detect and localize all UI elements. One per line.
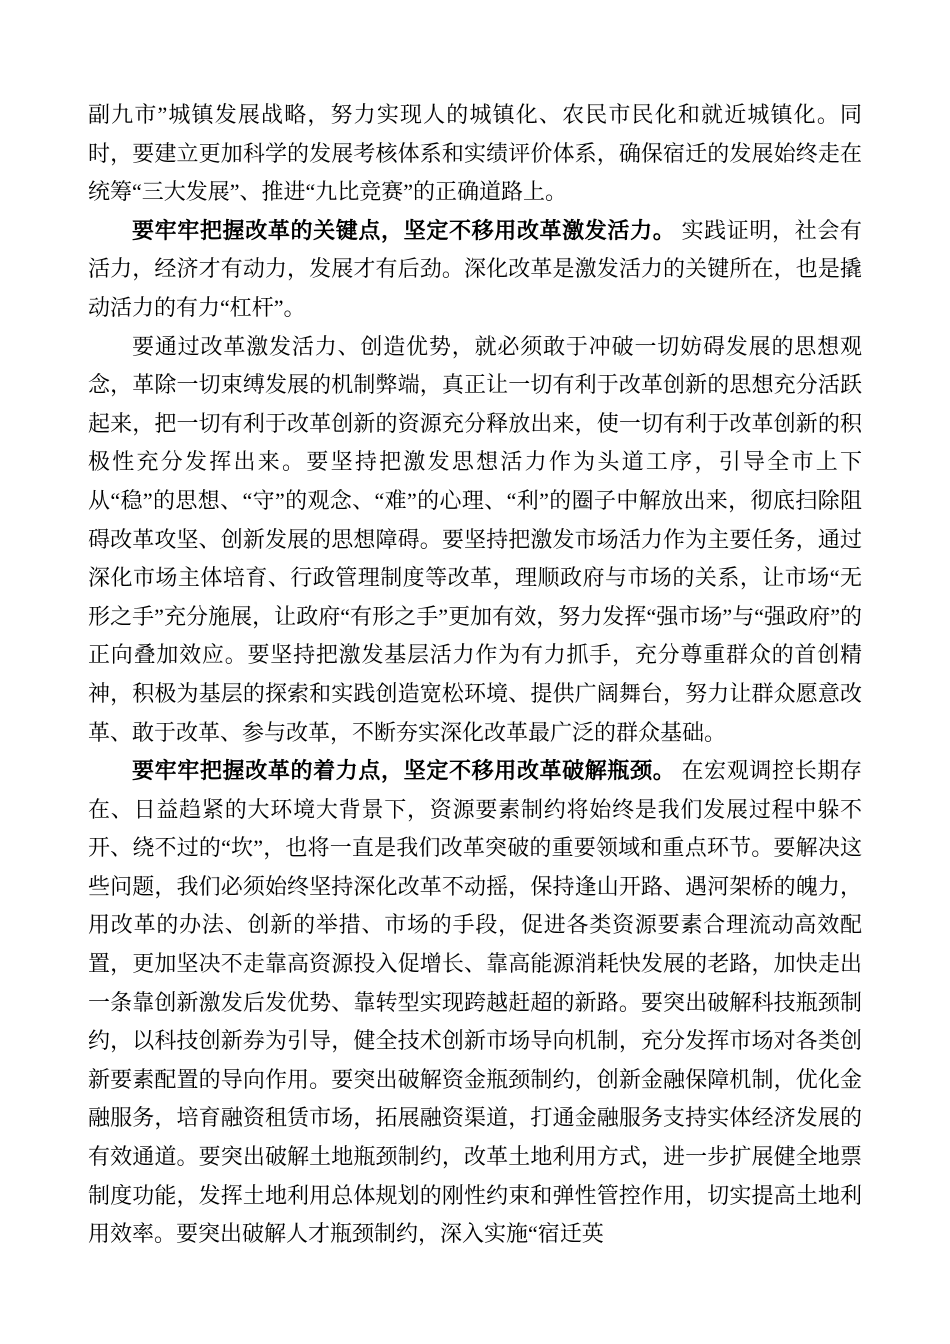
paragraph [88,212,862,328]
paragraph [88,328,862,753]
paragraph-text: 要通过改革激发活力、创造优势，就必须敢于冲破一切妨碍发展的思想观念，革除一切束缚发展的机制弊端，真正让一切有利于改革创新的思想充分活跃起来，把一切有利于改革创新的资源充分释放出来，使一切有利于改革创新的积极性充分发挥出来。要坚持把激发思想活力作为头道工序，引导全市上下从“稳”的思想、“守”的观念、“难”的心理、“利”的圈子中解放出来，彻底扫除阻碍改革攻坚、创新发展的思想障碍。要坚持把激发市场活力作为主要任务，通过深化市场主体培育、行政管理制度等改革，理顺政府与市场的关系，让市场“无形之手”充分施展，让政府“有形之手”更加有效，努力发挥“强市场”与“强政府”的正向叠加效应。要坚持把激发基层活力作为有力抓手，充分尊重群众的首创精神，积极为基层的探索和实践创造宽松环境、提供广阔舞台，努力让群众愿意改革、敢于改革、参与改革，不断夯实深化改革最广泛的群众基础。 [88,333,862,745]
paragraph [88,96,862,212]
paragraph-lead-bold: 要牢牢把握改革的关键点，坚定不移用改革激发活力。 [132,217,676,243]
paragraph-lead-bold: 要牢牢把握改革的着力点，坚定不移用改革破解瓶颈。 [132,758,676,784]
paragraph-text: 在宏观调控长期存在、日益趋紧的大环境大背景下，资源要素制约将始终是我们发展过程中躲不开、绕不过的“坎”，也将一直是我们改革突破的重要领域和重点环节。要解决这些问题，我们必须始终坚持深化改革不动摇，保持逢山开路、遇河架桥的魄力，用改革的办法、创新的举措、市场的手段，促进各类资源要素合理流动高效配置，更加坚决不走靠高资源投入促增长、靠高能源消耗快发展的老路，加快走出一条靠创新激发后发优势、靠转型实现跨越赶超的新路。要突出破解科技瓶颈制约，以科技创新券为引导，健全技术创新市场导向机制，充分发挥市场对各类创新要素配置的导向作用。要突出破解资金瓶颈制约，创新金融保障机制，优化金融服务，培育融资租赁市场，拓展融资渠道，打通金融服务支持实体经济发展的有效通道。要突出破解土地瓶颈制约，改革土地利用方式，进一步扩展健全地票制度功能，发挥土地利用总体规划的刚性约束和弹性管控作用，切实提高土地利用效率。要突出破解人才瓶颈制约，深入实施“宿迁英 [88,758,862,1247]
paragraph [88,752,862,1254]
paragraph-text: 实践证明，社会有活力，经济才有动力，发展才有后劲。深化改革是激发活力的关键所在，也是撬动活力的有力“杠杆”。 [88,217,862,320]
paragraph-text: 副九市”城镇发展战略，努力实现人的城镇化、农民市民化和就近城镇化。同时，要建立更加科学的发展考核体系和实绩评价体系，确保宿迁的发展始终走在统筹“三大发展”、推进“九比竞赛”的正确道路上。 [88,102,862,205]
